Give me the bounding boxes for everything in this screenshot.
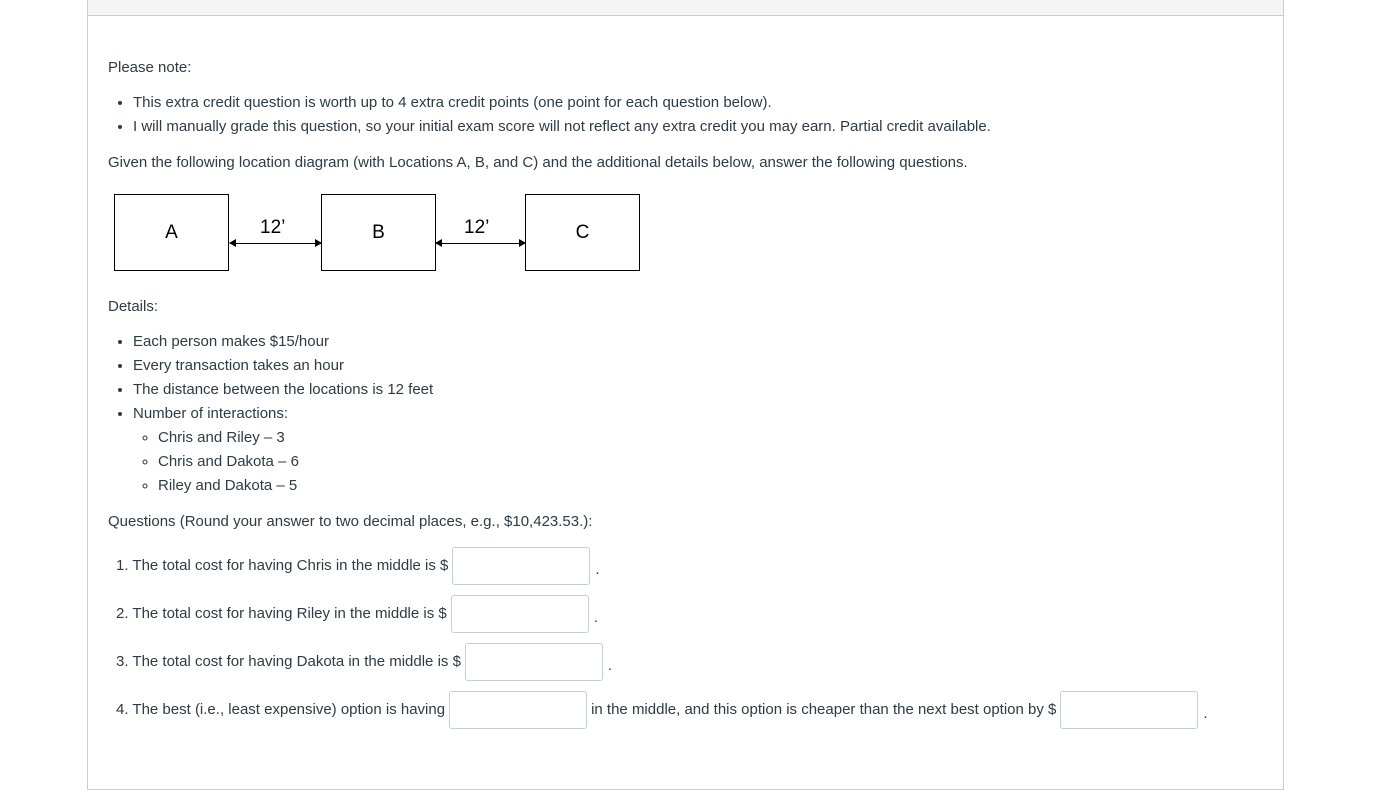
answer-input-q1[interactable] <box>452 547 590 585</box>
location-b-box: B <box>321 194 436 271</box>
answer-input-q2[interactable] <box>451 595 589 633</box>
question-2 <box>116 595 598 633</box>
question-1-text: 1. The total cost for having Chris in the middle is $ <box>116 557 449 574</box>
question-3-text: 3. The total cost for having Dakota in the middle is $ <box>116 653 461 670</box>
detail-item: • Each person makes $15/hour <box>133 330 433 354</box>
questions-heading: Questions (Round your answer to two decimal places, e.g., $10,423.53.): <box>108 513 593 530</box>
note-list <box>108 91 991 139</box>
detail-item: • Every transaction takes an hour <box>133 354 433 378</box>
question-1 <box>116 547 600 585</box>
question-card <box>87 0 1284 790</box>
answer-input-q3[interactable] <box>465 643 603 681</box>
location-a-box: A <box>114 194 229 271</box>
interaction-item: ◦ Chris and Dakota – 6 <box>158 450 433 474</box>
note-item: • This extra credit question is worth up to 4 extra credit points (one point for each question below). <box>133 91 991 115</box>
question-4-text-middle: in the middle, and this option is cheaper than the next best option by $ <box>591 701 1057 718</box>
question-4-period: . <box>1203 705 1208 722</box>
distance-arrow-bc <box>436 243 525 244</box>
question-3-period: . <box>607 657 613 674</box>
question-2-period: . <box>593 609 598 626</box>
location-c-box: C <box>525 194 640 271</box>
details-heading: Details: <box>108 298 159 315</box>
question-2-text: 2. The total cost for having Riley in the middle is $ <box>116 605 447 622</box>
detail-item: • The distance between the locations is 12 feet <box>133 378 433 402</box>
distance-arrow-ab <box>230 243 321 244</box>
distance-label-bc: 12’ <box>464 217 490 238</box>
interaction-item: ◦ Chris and Riley – 3 <box>158 426 433 450</box>
distance-label-ab: 12’ <box>260 217 286 238</box>
answer-input-q4-person[interactable] <box>449 691 587 729</box>
question-4-text-before: 4. The best (i.e., least expensive) option is having <box>116 701 446 718</box>
interactions-list <box>133 426 433 498</box>
location-diagram <box>114 194 644 274</box>
note-heading: Please note: <box>108 59 192 76</box>
interaction-item: ◦ Riley and Dakota – 5 <box>158 474 433 498</box>
question-prompt: Given the following location diagram (with Locations A, B, and C) and the additional details below, answer the following questions. <box>108 154 968 171</box>
detail-item-label: Number of interactions: <box>133 405 289 422</box>
answer-input-q4-amount[interactable] <box>1060 691 1198 729</box>
question-4 <box>116 691 1208 729</box>
question-3 <box>116 643 612 681</box>
note-item: • I will manually grade this question, so your initial exam score will not reflect any extra credit you may earn. Partial credit available. <box>133 115 991 139</box>
details-list <box>108 330 433 498</box>
detail-item-interactions <box>133 402 433 498</box>
question-header <box>88 0 1283 16</box>
question-1-period: . <box>595 561 600 578</box>
